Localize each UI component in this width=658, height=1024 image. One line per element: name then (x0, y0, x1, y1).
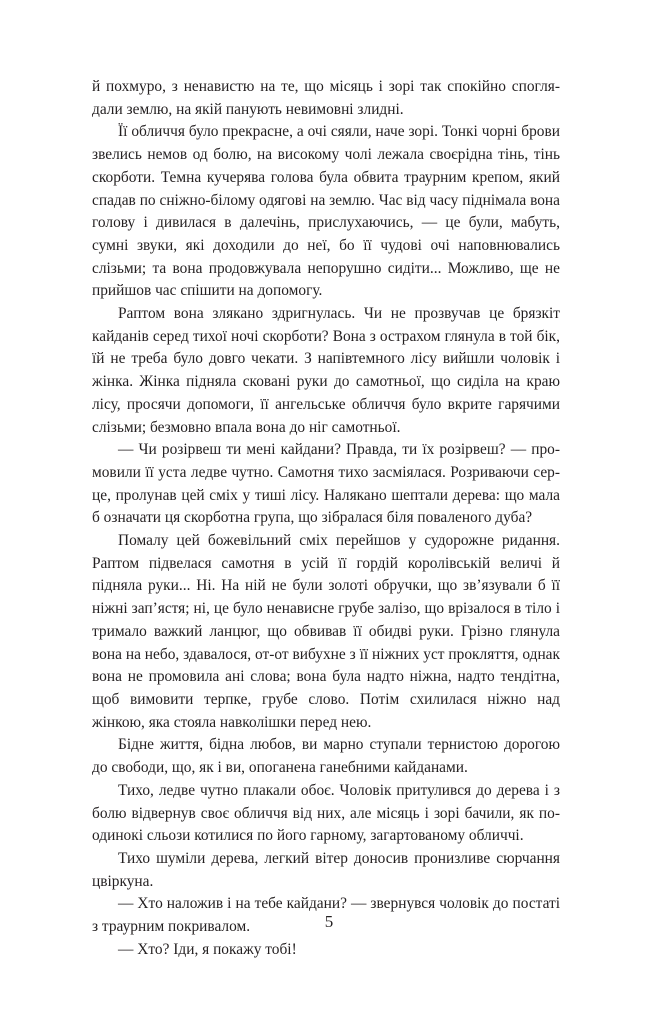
paragraph-4: — Чи розірвеш ти мені кайдани? Правда, ти їх розірвеш? — промовили її уста ледве чутно. Самотня тихо засміялася. Розриваючи серце, пролунав цей сміх у тиші лісу. Налякано шептали дерева: що мала б означати ця скорботна група, що зібралася біля поваленого дуба? (92, 441, 560, 527)
page-number: 5 (324, 912, 334, 931)
paragraph-9: — Хто наложив і на тебе кайдани? — звернувся чоловік до постаті з траурним покривалом. (92, 895, 560, 936)
paragraph-5: Помалу цей божевільний сміх перейшов у судорожне ридання. Раптом підвелася самотня в усій її гордій королівській величі й підняла руки... Ні. На ній не були золоті обручки, що зв’язували б її ніжні зап’ястя; ні, це було ненависне грубе залізо, що врізалося в тіло і тримало важкий ланцюг, що обвивав її обидві руки. Грізно глянула вона на небо, здавалося, от-от вибухне з її ніжних уст прокляття, однак вона не промовила ані слова; вона була надто ніжна, надто тендітна, щоб вимовити терпке, грубе слово. Потім схилилася ніжно над жінкою, яка стояла навколішки перед нею. (92, 532, 560, 731)
paragraph-10: — Хто? Іди, я покажу тобі! (118, 940, 297, 958)
paragraph-8: Тихо шуміли дерева, легкий вітер доносив пронизливе сюрчання цвіркуна. (92, 849, 560, 890)
paragraph-6: Бідне життя, бідна любов, ви марно ступали тернистою дорогою до свободи, що, як і ви, опоганена ганебними кайданами. (92, 736, 560, 777)
paragraph-3: Раптом вона злякано здригнулась. Чи не прозвучав це брязкіт кайданів серед тихої ночі скорботи? Вона з острахом глянула в той бік, їй не треба було довго чекати. З напівтемного лісу вийшли чоловік і жінка. Жінка підняла сковані руки до самотньої, що сиділа на краю лісу, просячи допомоги, її ангельське обличчя було вкрите гарячими слізьми; безмовно впала вона до ніг самотньої. (92, 305, 560, 436)
paragraph-2: Її обличчя було прекрасне, а очі сяяли, наче зорі. Тонкі чорні брови звелись немов од болю, на високому чолі лежала своєрідна тінь, тінь скорботи. Темна кучерява голова була обвита траурним крепом, який спадав по сніжно-білому одягові на землю. Час від часу піднімала вона голову і дивилася в далечінь, прислухаючись, — це були, мабуть, сумні звуки, які доходили до неї, бо її чудові очі наповнювались слізьми; та вона продовжувала непорушно сидіти... Можливо, ще не прийшов час спішити на допомогу. (92, 123, 560, 300)
paragraph-1: й похмуро, з ненавистю на те, що місяць і зорі так спокійно споглядали землю, на якій панують невимовні злидні. (92, 78, 560, 118)
paragraph-7: Тихо, ледве чутно плакали обоє. Чоловік притулився до дерева і з болю відвернув своє обличчя від них, але місяць і зорі бачили, як поодинокі сльози котилися по його гарному, загартованому обличчі. (92, 781, 560, 845)
book-page-text (92, 76, 560, 961)
